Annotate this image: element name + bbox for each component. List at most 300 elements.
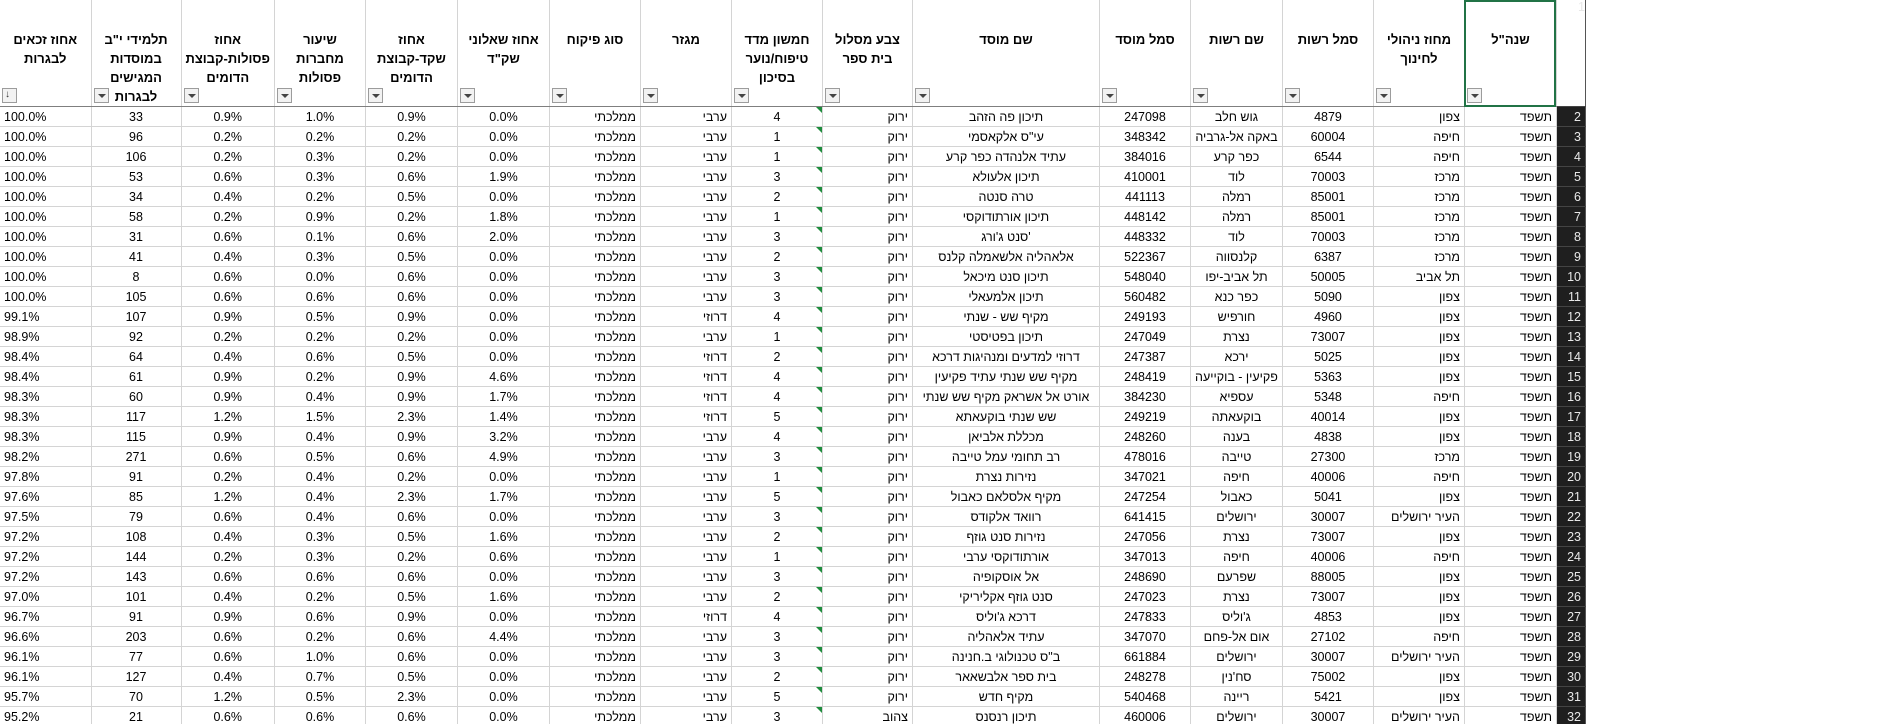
- cell-grade12-students[interactable]: 91: [91, 467, 181, 487]
- cell-shaked-peer-pct[interactable]: 0.5%: [365, 527, 457, 547]
- cell-nurture-index-quintile[interactable]: 4: [731, 387, 822, 407]
- cell-bagrut-eligible-pct[interactable]: 100.0%: [0, 247, 91, 267]
- cell-authority-code[interactable]: 85001: [1282, 187, 1373, 207]
- cell-shaked-peer-pct[interactable]: 0.2%: [365, 547, 457, 567]
- cell-shaked-questionnaires-pct[interactable]: 1.6%: [457, 527, 549, 547]
- cell-track-color[interactable]: ירוק: [822, 347, 912, 367]
- cell-authority-name[interactable]: ג'וליס: [1190, 607, 1282, 627]
- row-number[interactable]: 24: [1556, 547, 1585, 567]
- cell-institution-code[interactable]: 247254: [1099, 487, 1190, 507]
- cell-invalid-notebooks-rate[interactable]: 0.9%: [274, 207, 365, 227]
- header-invalid-notebooks-rate[interactable]: [274, 0, 365, 107]
- header-district[interactable]: [1373, 0, 1464, 107]
- cell-supervision-type[interactable]: ממלכתי: [549, 387, 640, 407]
- cell-invalid-notebooks-rate[interactable]: 1.5%: [274, 407, 365, 427]
- cell-sector[interactable]: ערבי: [640, 127, 731, 147]
- cell-shaked-peer-pct[interactable]: 0.2%: [365, 147, 457, 167]
- cell-authority-name[interactable]: נצרת: [1190, 327, 1282, 347]
- cell-grade12-students[interactable]: 41: [91, 247, 181, 267]
- cell-shaked-questionnaires-pct[interactable]: 0.0%: [457, 347, 549, 367]
- row-number[interactable]: 7: [1556, 207, 1585, 227]
- cell-shaked-questionnaires-pct[interactable]: 1.4%: [457, 407, 549, 427]
- sort-desc-filter-icon[interactable]: [2, 88, 17, 103]
- cell-nurture-index-quintile[interactable]: 5: [731, 407, 822, 427]
- cell-track-color[interactable]: ירוק: [822, 507, 912, 527]
- cell-institution-code[interactable]: 249219: [1099, 407, 1190, 427]
- cell-invalid-peer-pct[interactable]: 0.6%: [181, 567, 274, 587]
- cell-authority-code[interactable]: 40014: [1282, 407, 1373, 427]
- cell-supervision-type[interactable]: ממלכתי: [549, 707, 640, 724]
- cell-invalid-notebooks-rate[interactable]: 0.3%: [274, 247, 365, 267]
- cell-shaked-questionnaires-pct[interactable]: 1.9%: [457, 167, 549, 187]
- row-number[interactable]: 23: [1556, 527, 1585, 547]
- cell-nurture-index-quintile[interactable]: 3: [731, 287, 822, 307]
- cell-bagrut-eligible-pct[interactable]: 97.6%: [0, 487, 91, 507]
- cell-school-year[interactable]: תשפד: [1464, 467, 1556, 487]
- cell-authority-name[interactable]: עספיא: [1190, 387, 1282, 407]
- cell-invalid-notebooks-rate[interactable]: 1.0%: [274, 107, 365, 127]
- cell-institution-code[interactable]: 661884: [1099, 647, 1190, 667]
- cell-track-color[interactable]: ירוק: [822, 307, 912, 327]
- cell-supervision-type[interactable]: ממלכתי: [549, 147, 640, 167]
- cell-invalid-notebooks-rate[interactable]: 0.3%: [274, 547, 365, 567]
- cell-institution-code[interactable]: 384016: [1099, 147, 1190, 167]
- cell-sector[interactable]: ערבי: [640, 447, 731, 467]
- cell-invalid-peer-pct[interactable]: 0.6%: [181, 647, 274, 667]
- cell-nurture-index-quintile[interactable]: 3: [731, 447, 822, 467]
- cell-invalid-peer-pct[interactable]: 0.6%: [181, 167, 274, 187]
- header-authority-name[interactable]: [1190, 0, 1282, 107]
- cell-shaked-questionnaires-pct[interactable]: 0.0%: [457, 127, 549, 147]
- cell-invalid-notebooks-rate[interactable]: 0.7%: [274, 667, 365, 687]
- cell-grade12-students[interactable]: 34: [91, 187, 181, 207]
- header-institution-name[interactable]: [912, 0, 1099, 107]
- cell-school-year[interactable]: תשפד: [1464, 447, 1556, 467]
- cell-invalid-peer-pct[interactable]: 0.4%: [181, 667, 274, 687]
- cell-grade12-students[interactable]: 117: [91, 407, 181, 427]
- cell-authority-name[interactable]: נצרת: [1190, 587, 1282, 607]
- cell-nurture-index-quintile[interactable]: 2: [731, 527, 822, 547]
- cell-bagrut-eligible-pct[interactable]: 100.0%: [0, 207, 91, 227]
- cell-grade12-students[interactable]: 106: [91, 147, 181, 167]
- cell-supervision-type[interactable]: ממלכתי: [549, 647, 640, 667]
- cell-authority-name[interactable]: קלנסווה: [1190, 247, 1282, 267]
- cell-invalid-notebooks-rate[interactable]: 0.1%: [274, 227, 365, 247]
- row-number[interactable]: 27: [1556, 607, 1585, 627]
- cell-sector[interactable]: ערבי: [640, 507, 731, 527]
- cell-district[interactable]: צפון: [1373, 687, 1464, 707]
- cell-grade12-students[interactable]: 85: [91, 487, 181, 507]
- cell-institution-code[interactable]: 540468: [1099, 687, 1190, 707]
- cell-sector[interactable]: ערבי: [640, 527, 731, 547]
- cell-track-color[interactable]: ירוק: [822, 207, 912, 227]
- cell-grade12-students[interactable]: 107: [91, 307, 181, 327]
- cell-institution-name[interactable]: עי"ס אלקאסמי: [912, 127, 1099, 147]
- header-institution-code[interactable]: [1099, 0, 1190, 107]
- cell-supervision-type[interactable]: ממלכתי: [549, 547, 640, 567]
- filter-dropdown-icon[interactable]: [825, 88, 840, 103]
- cell-authority-code[interactable]: 5421: [1282, 687, 1373, 707]
- cell-district[interactable]: חיפה: [1373, 627, 1464, 647]
- cell-grade12-students[interactable]: 33: [91, 107, 181, 127]
- cell-district[interactable]: צפון: [1373, 527, 1464, 547]
- cell-authority-code[interactable]: 27102: [1282, 627, 1373, 647]
- cell-shaked-peer-pct[interactable]: 0.6%: [365, 567, 457, 587]
- cell-institution-code[interactable]: 247098: [1099, 107, 1190, 127]
- cell-institution-name[interactable]: שש שנתי בוקעאתא: [912, 407, 1099, 427]
- cell-nurture-index-quintile[interactable]: 4: [731, 367, 822, 387]
- cell-bagrut-eligible-pct[interactable]: 99.1%: [0, 307, 91, 327]
- cell-sector[interactable]: ערבי: [640, 647, 731, 667]
- cell-district[interactable]: העיר ירושלים: [1373, 647, 1464, 667]
- cell-school-year[interactable]: תשפד: [1464, 167, 1556, 187]
- cell-shaked-questionnaires-pct[interactable]: 4.4%: [457, 627, 549, 647]
- filter-dropdown-icon[interactable]: [1285, 88, 1300, 103]
- cell-shaked-peer-pct[interactable]: 0.6%: [365, 227, 457, 247]
- cell-authority-name[interactable]: חיפה: [1190, 547, 1282, 567]
- cell-institution-code[interactable]: 448142: [1099, 207, 1190, 227]
- cell-nurture-index-quintile[interactable]: 2: [731, 187, 822, 207]
- cell-district[interactable]: צפון: [1373, 327, 1464, 347]
- cell-nurture-index-quintile[interactable]: 3: [731, 707, 822, 724]
- cell-sector[interactable]: דרוזי: [640, 307, 731, 327]
- cell-grade12-students[interactable]: 144: [91, 547, 181, 567]
- cell-invalid-peer-pct[interactable]: 0.4%: [181, 587, 274, 607]
- cell-school-year[interactable]: תשפד: [1464, 307, 1556, 327]
- cell-shaked-peer-pct[interactable]: 2.3%: [365, 687, 457, 707]
- cell-district[interactable]: צפון: [1373, 347, 1464, 367]
- cell-track-color[interactable]: ירוק: [822, 167, 912, 187]
- cell-bagrut-eligible-pct[interactable]: 98.3%: [0, 427, 91, 447]
- row-number[interactable]: 20: [1556, 467, 1585, 487]
- cell-grade12-students[interactable]: 143: [91, 567, 181, 587]
- header-supervision-type[interactable]: [549, 0, 640, 107]
- cell-grade12-students[interactable]: 58: [91, 207, 181, 227]
- cell-invalid-peer-pct[interactable]: 0.2%: [181, 207, 274, 227]
- cell-sector[interactable]: ערבי: [640, 687, 731, 707]
- header-shaked-questionnaires-pct[interactable]: [457, 0, 549, 107]
- cell-track-color[interactable]: ירוק: [822, 267, 912, 287]
- cell-bagrut-eligible-pct[interactable]: 98.9%: [0, 327, 91, 347]
- cell-shaked-peer-pct[interactable]: 0.6%: [365, 507, 457, 527]
- cell-district[interactable]: מרכז: [1373, 247, 1464, 267]
- filter-dropdown-icon[interactable]: [1376, 88, 1391, 103]
- cell-authority-code[interactable]: 6387: [1282, 247, 1373, 267]
- cell-authority-code[interactable]: 6544: [1282, 147, 1373, 167]
- cell-institution-name[interactable]: תיכון אלמעאלי: [912, 287, 1099, 307]
- cell-invalid-peer-pct[interactable]: 0.9%: [181, 307, 274, 327]
- cell-district[interactable]: צפון: [1373, 427, 1464, 447]
- cell-invalid-peer-pct[interactable]: 0.4%: [181, 527, 274, 547]
- cell-shaked-peer-pct[interactable]: 0.2%: [365, 207, 457, 227]
- cell-invalid-peer-pct[interactable]: 0.2%: [181, 327, 274, 347]
- cell-shaked-questionnaires-pct[interactable]: 0.0%: [457, 567, 549, 587]
- cell-grade12-students[interactable]: 64: [91, 347, 181, 367]
- row-number[interactable]: 9: [1556, 247, 1585, 267]
- cell-track-color[interactable]: ירוק: [822, 467, 912, 487]
- cell-shaked-questionnaires-pct[interactable]: 4.6%: [457, 367, 549, 387]
- cell-track-color[interactable]: ירוק: [822, 187, 912, 207]
- cell-authority-name[interactable]: ירכא: [1190, 347, 1282, 367]
- cell-invalid-peer-pct[interactable]: 0.4%: [181, 187, 274, 207]
- cell-supervision-type[interactable]: ממלכתי: [549, 467, 640, 487]
- cell-sector[interactable]: ערבי: [640, 547, 731, 567]
- cell-school-year[interactable]: תשפד: [1464, 687, 1556, 707]
- cell-track-color[interactable]: ירוק: [822, 687, 912, 707]
- cell-authority-code[interactable]: 73007: [1282, 527, 1373, 547]
- cell-school-year[interactable]: תשפד: [1464, 187, 1556, 207]
- cell-shaked-questionnaires-pct[interactable]: 4.9%: [457, 447, 549, 467]
- cell-shaked-questionnaires-pct[interactable]: 1.7%: [457, 487, 549, 507]
- cell-nurture-index-quintile[interactable]: 3: [731, 647, 822, 667]
- cell-bagrut-eligible-pct[interactable]: 100.0%: [0, 147, 91, 167]
- filter-dropdown-icon[interactable]: [643, 88, 658, 103]
- cell-institution-code[interactable]: 248419: [1099, 367, 1190, 387]
- cell-school-year[interactable]: תשפד: [1464, 247, 1556, 267]
- cell-invalid-peer-pct[interactable]: 0.6%: [181, 707, 274, 724]
- cell-institution-name[interactable]: תיכון סנט מיכאל: [912, 267, 1099, 287]
- cell-bagrut-eligible-pct[interactable]: 97.5%: [0, 507, 91, 527]
- row-number[interactable]: 28: [1556, 627, 1585, 647]
- cell-nurture-index-quintile[interactable]: 1: [731, 467, 822, 487]
- cell-sector[interactable]: ערבי: [640, 567, 731, 587]
- cell-shaked-questionnaires-pct[interactable]: 0.0%: [457, 507, 549, 527]
- cell-bagrut-eligible-pct[interactable]: 100.0%: [0, 187, 91, 207]
- cell-supervision-type[interactable]: ממלכתי: [549, 107, 640, 127]
- cell-track-color[interactable]: ירוק: [822, 647, 912, 667]
- cell-sector[interactable]: ערבי: [640, 187, 731, 207]
- cell-district[interactable]: העיר ירושלים: [1373, 707, 1464, 724]
- cell-bagrut-eligible-pct[interactable]: 100.0%: [0, 227, 91, 247]
- row-number[interactable]: 12: [1556, 307, 1585, 327]
- cell-invalid-notebooks-rate[interactable]: 0.4%: [274, 427, 365, 447]
- cell-institution-name[interactable]: סנט ג'ורג': [912, 227, 1099, 247]
- cell-supervision-type[interactable]: ממלכתי: [549, 447, 640, 467]
- cell-authority-code[interactable]: 5025: [1282, 347, 1373, 367]
- filter-dropdown-icon[interactable]: [368, 88, 383, 103]
- cell-authority-code[interactable]: 4879: [1282, 107, 1373, 127]
- cell-invalid-peer-pct[interactable]: 0.2%: [181, 127, 274, 147]
- cell-school-year[interactable]: תשפד: [1464, 367, 1556, 387]
- cell-institution-code[interactable]: 248690: [1099, 567, 1190, 587]
- cell-school-year[interactable]: תשפד: [1464, 327, 1556, 347]
- cell-invalid-peer-pct[interactable]: 0.6%: [181, 227, 274, 247]
- cell-shaked-questionnaires-pct[interactable]: 0.6%: [457, 547, 549, 567]
- cell-district[interactable]: צפון: [1373, 107, 1464, 127]
- cell-bagrut-eligible-pct[interactable]: 100.0%: [0, 267, 91, 287]
- cell-institution-name[interactable]: תיכון בפטיסטי: [912, 327, 1099, 347]
- cell-institution-code[interactable]: 248260: [1099, 427, 1190, 447]
- filter-dropdown-icon[interactable]: [184, 88, 199, 103]
- cell-supervision-type[interactable]: ממלכתי: [549, 367, 640, 387]
- filter-dropdown-icon[interactable]: [1102, 88, 1117, 103]
- cell-shaked-peer-pct[interactable]: 0.6%: [365, 167, 457, 187]
- cell-nurture-index-quintile[interactable]: 4: [731, 107, 822, 127]
- row-number[interactable]: 15: [1556, 367, 1585, 387]
- cell-school-year[interactable]: תשפד: [1464, 607, 1556, 627]
- cell-institution-name[interactable]: מכללת אלביאן: [912, 427, 1099, 447]
- cell-invalid-peer-pct[interactable]: 0.6%: [181, 267, 274, 287]
- row-number[interactable]: 14: [1556, 347, 1585, 367]
- cell-institution-name[interactable]: אלאהליה אלשאמלה קלנס: [912, 247, 1099, 267]
- cell-track-color[interactable]: ירוק: [822, 627, 912, 647]
- cell-grade12-students[interactable]: 77: [91, 647, 181, 667]
- row-number[interactable]: 16: [1556, 387, 1585, 407]
- cell-school-year[interactable]: תשפד: [1464, 227, 1556, 247]
- cell-invalid-peer-pct[interactable]: 0.6%: [181, 507, 274, 527]
- cell-institution-code[interactable]: 448332: [1099, 227, 1190, 247]
- cell-track-color[interactable]: ירוק: [822, 247, 912, 267]
- cell-shaked-peer-pct[interactable]: 0.5%: [365, 667, 457, 687]
- cell-bagrut-eligible-pct[interactable]: 95.7%: [0, 687, 91, 707]
- cell-invalid-peer-pct[interactable]: 0.4%: [181, 247, 274, 267]
- cell-institution-name[interactable]: נזירות נצרת: [912, 467, 1099, 487]
- cell-invalid-notebooks-rate[interactable]: 0.4%: [274, 387, 365, 407]
- cell-bagrut-eligible-pct[interactable]: 98.4%: [0, 347, 91, 367]
- cell-supervision-type[interactable]: ממלכתי: [549, 607, 640, 627]
- cell-bagrut-eligible-pct[interactable]: 98.2%: [0, 447, 91, 467]
- cell-invalid-notebooks-rate[interactable]: 1.0%: [274, 647, 365, 667]
- cell-school-year[interactable]: תשפד: [1464, 267, 1556, 287]
- cell-district[interactable]: חיפה: [1373, 127, 1464, 147]
- cell-shaked-peer-pct[interactable]: 0.2%: [365, 467, 457, 487]
- cell-nurture-index-quintile[interactable]: 1: [731, 147, 822, 167]
- cell-authority-name[interactable]: לוד: [1190, 167, 1282, 187]
- cell-school-year[interactable]: תשפד: [1464, 427, 1556, 447]
- cell-track-color[interactable]: ירוק: [822, 567, 912, 587]
- cell-nurture-index-quintile[interactable]: 1: [731, 547, 822, 567]
- cell-authority-name[interactable]: נצרת: [1190, 527, 1282, 547]
- cell-authority-code[interactable]: 30007: [1282, 507, 1373, 527]
- cell-invalid-notebooks-rate[interactable]: 0.6%: [274, 347, 365, 367]
- cell-invalid-notebooks-rate[interactable]: 0.2%: [274, 327, 365, 347]
- row-number[interactable]: 22: [1556, 507, 1585, 527]
- cell-institution-code[interactable]: 248278: [1099, 667, 1190, 687]
- cell-institution-name[interactable]: אורתודוקסי ערבי: [912, 547, 1099, 567]
- cell-institution-code[interactable]: 247387: [1099, 347, 1190, 367]
- cell-shaked-peer-pct[interactable]: 0.9%: [365, 107, 457, 127]
- cell-nurture-index-quintile[interactable]: 3: [731, 167, 822, 187]
- cell-sector[interactable]: ערבי: [640, 667, 731, 687]
- row-number[interactable]: 19: [1556, 447, 1585, 467]
- cell-supervision-type[interactable]: ממלכתי: [549, 567, 640, 587]
- cell-shaked-peer-pct[interactable]: 2.3%: [365, 487, 457, 507]
- cell-invalid-notebooks-rate[interactable]: 0.2%: [274, 587, 365, 607]
- filter-dropdown-icon[interactable]: [1193, 88, 1208, 103]
- row-number[interactable]: 3: [1556, 127, 1585, 147]
- cell-track-color[interactable]: ירוק: [822, 367, 912, 387]
- cell-bagrut-eligible-pct[interactable]: 100.0%: [0, 107, 91, 127]
- cell-track-color[interactable]: ירוק: [822, 667, 912, 687]
- header-sector[interactable]: [640, 0, 731, 107]
- cell-invalid-peer-pct[interactable]: 0.9%: [181, 387, 274, 407]
- cell-institution-name[interactable]: טרה סנטה: [912, 187, 1099, 207]
- cell-school-year[interactable]: תשפד: [1464, 487, 1556, 507]
- cell-institution-code[interactable]: 460006: [1099, 707, 1190, 724]
- cell-authority-code[interactable]: 70003: [1282, 227, 1373, 247]
- cell-authority-name[interactable]: כפר כנא: [1190, 287, 1282, 307]
- cell-track-color[interactable]: ירוק: [822, 407, 912, 427]
- cell-track-color[interactable]: צהוב: [822, 707, 912, 724]
- cell-authority-code[interactable]: 5090: [1282, 287, 1373, 307]
- cell-district[interactable]: תל אביב: [1373, 267, 1464, 287]
- cell-track-color[interactable]: ירוק: [822, 387, 912, 407]
- cell-invalid-notebooks-rate[interactable]: 0.3%: [274, 527, 365, 547]
- cell-district[interactable]: צפון: [1373, 487, 1464, 507]
- cell-shaked-peer-pct[interactable]: 0.6%: [365, 287, 457, 307]
- cell-authority-code[interactable]: 60004: [1282, 127, 1373, 147]
- cell-institution-name[interactable]: תיכון פה הזהב: [912, 107, 1099, 127]
- cell-authority-name[interactable]: באקה אל-גרביה: [1190, 127, 1282, 147]
- cell-supervision-type[interactable]: ממלכתי: [549, 307, 640, 327]
- filter-dropdown-icon[interactable]: [552, 88, 567, 103]
- cell-supervision-type[interactable]: ממלכתי: [549, 327, 640, 347]
- cell-institution-name[interactable]: ב"ס טכנולוגי ב.חנינה: [912, 647, 1099, 667]
- cell-supervision-type[interactable]: ממלכתי: [549, 267, 640, 287]
- cell-district[interactable]: חיפה: [1373, 467, 1464, 487]
- cell-authority-name[interactable]: פקיעין - בוקייעה: [1190, 367, 1282, 387]
- cell-invalid-peer-pct[interactable]: 1.2%: [181, 687, 274, 707]
- cell-nurture-index-quintile[interactable]: 3: [731, 227, 822, 247]
- cell-supervision-type[interactable]: ממלכתי: [549, 507, 640, 527]
- cell-authority-name[interactable]: רמלה: [1190, 187, 1282, 207]
- cell-district[interactable]: צפון: [1373, 567, 1464, 587]
- cell-supervision-type[interactable]: ממלכתי: [549, 247, 640, 267]
- row-number[interactable]: 17: [1556, 407, 1585, 427]
- cell-district[interactable]: העיר ירושלים: [1373, 507, 1464, 527]
- row-number[interactable]: 6: [1556, 187, 1585, 207]
- cell-invalid-peer-pct[interactable]: 0.9%: [181, 427, 274, 447]
- cell-nurture-index-quintile[interactable]: 3: [731, 567, 822, 587]
- cell-bagrut-eligible-pct[interactable]: 98.3%: [0, 407, 91, 427]
- row-number[interactable]: 29: [1556, 647, 1585, 667]
- cell-institution-name[interactable]: מקיף שש - שנתי: [912, 307, 1099, 327]
- cell-supervision-type[interactable]: ממלכתי: [549, 487, 640, 507]
- cell-shaked-questionnaires-pct[interactable]: 0.0%: [457, 327, 549, 347]
- cell-nurture-index-quintile[interactable]: 4: [731, 307, 822, 327]
- cell-invalid-peer-pct[interactable]: 0.6%: [181, 447, 274, 467]
- cell-nurture-index-quintile[interactable]: 1: [731, 327, 822, 347]
- cell-invalid-notebooks-rate[interactable]: 0.6%: [274, 567, 365, 587]
- cell-invalid-notebooks-rate[interactable]: 0.2%: [274, 187, 365, 207]
- cell-sector[interactable]: ערבי: [640, 107, 731, 127]
- cell-authority-name[interactable]: אום אל-פחם: [1190, 627, 1282, 647]
- cell-bagrut-eligible-pct[interactable]: 96.7%: [0, 607, 91, 627]
- cell-school-year[interactable]: תשפד: [1464, 287, 1556, 307]
- cell-invalid-notebooks-rate[interactable]: 0.2%: [274, 367, 365, 387]
- cell-nurture-index-quintile[interactable]: 5: [731, 687, 822, 707]
- cell-district[interactable]: מרכז: [1373, 187, 1464, 207]
- row-number[interactable]: 5: [1556, 167, 1585, 187]
- cell-shaked-peer-pct[interactable]: 0.6%: [365, 707, 457, 724]
- cell-shaked-peer-pct[interactable]: 0.5%: [365, 247, 457, 267]
- cell-grade12-students[interactable]: 271: [91, 447, 181, 467]
- cell-invalid-notebooks-rate[interactable]: 0.2%: [274, 627, 365, 647]
- cell-authority-name[interactable]: כאבול: [1190, 487, 1282, 507]
- cell-shaked-peer-pct[interactable]: 0.6%: [365, 627, 457, 647]
- cell-supervision-type[interactable]: ממלכתי: [549, 167, 640, 187]
- cell-shaked-questionnaires-pct[interactable]: 0.0%: [457, 147, 549, 167]
- cell-institution-name[interactable]: תיכון אורתודוקסי: [912, 207, 1099, 227]
- cell-shaked-questionnaires-pct[interactable]: 2.0%: [457, 227, 549, 247]
- cell-authority-code[interactable]: 4960: [1282, 307, 1373, 327]
- cell-institution-code[interactable]: 348342: [1099, 127, 1190, 147]
- cell-district[interactable]: צפון: [1373, 607, 1464, 627]
- cell-institution-code[interactable]: 347013: [1099, 547, 1190, 567]
- cell-sector[interactable]: ערבי: [640, 327, 731, 347]
- filter-dropdown-icon[interactable]: [94, 88, 109, 103]
- cell-supervision-type[interactable]: ממלכתי: [549, 127, 640, 147]
